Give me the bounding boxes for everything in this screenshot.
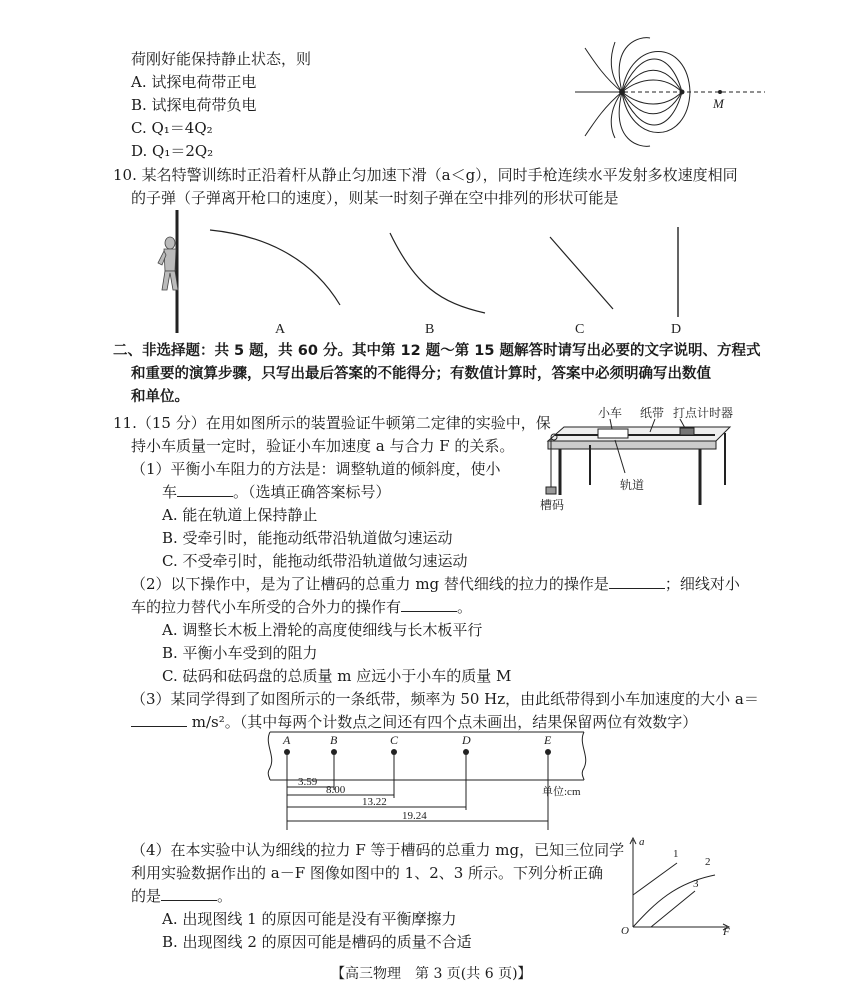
section2-line2: 和重要的演算步骤，只写出最后答案的不能得分；有数值计算时，答案中必须明确写出数值	[131, 366, 711, 382]
q11-p1-line2: 车 。（选填正确答案标号）	[162, 483, 391, 501]
page-footer: 【高三物理 第 3 页(共 6 页)】	[331, 966, 532, 982]
q9-option-d: D. Q₁＝2Q₂	[131, 142, 214, 160]
tape-point-a: A	[283, 733, 291, 747]
graph-line3-label: 3	[693, 878, 699, 890]
tape-point-c: C	[390, 733, 399, 747]
q11-p3-line1: （3）某同学得到了如图所示的一条纸带，频率为 50 Hz，由此纸带得到小车加速度的大小 a＝	[131, 690, 759, 708]
q11-p1-line1: （1）平衡小车阻力的方法是：调整轨道的倾斜度，使小	[131, 460, 501, 478]
q11-p2-option-c: C. 砝码和砝码盘的总质量 m 应远小于小车的质量 M	[162, 667, 512, 685]
answer-blank[interactable]	[177, 482, 233, 497]
q11-intro2: 持小车质量一定时，验证小车加速度 a 与合力 F 的关系。	[131, 437, 515, 455]
dist-ac: 8.00	[326, 784, 346, 796]
graph-y-label: a	[639, 836, 645, 848]
graph-line1-label: 1	[673, 848, 679, 860]
q11-p1-option-a: A. 能在轨道上保持静止	[162, 506, 318, 524]
q10-label-c: C	[575, 322, 585, 337]
q11-p4-option-b: B. 出现图线 2 的原因可能是槽码的质量不合适	[162, 933, 472, 951]
q11-p2-line1: （2）以下操作中，是为了让槽码的总重力 mg 替代细线的拉力的操作是 ；细线对小	[131, 575, 740, 593]
q11-p4-line1: （4）在本实验中认为细线的拉力 F 等于槽码的总重力 mg，已知三位同学	[131, 841, 625, 859]
q11-p2-option-b: B. 平衡小车受到的阻力	[162, 644, 318, 662]
q11-intro1: 11.（15 分）在用如图所示的装置验证牛顿第二定律的实验中，保	[113, 414, 551, 432]
section2-line1: 二、非选择题：共 5 题，共 60 分。其中第 12 题～第 15 题解答时请写出必要的文字说明、方程式	[113, 343, 761, 359]
dist-ad: 13.22	[362, 796, 387, 808]
point-m-label: M	[713, 96, 724, 111]
q11-p4-option-a: A. 出现图线 1 的原因可能是没有平衡摩擦力	[162, 910, 457, 928]
dist-ab: 3.59	[298, 776, 318, 788]
q11-p3-line2: m/s²。（其中每两个计数点之间还有四个点未画出，结果保留两位有效数字）	[131, 712, 697, 732]
answer-blank[interactable]	[161, 886, 217, 901]
q9-tail: 荷刚好能保持静止状态，则	[131, 50, 312, 68]
track-label: 轨道	[620, 478, 645, 492]
q10-line2: 的子弹（子弹离开枪口的速度），则某一时刻子弹在空中排列的形状可能是	[131, 189, 619, 207]
q10-label-a: A	[275, 322, 286, 337]
timer-label: 打点计时器	[673, 406, 734, 420]
apparatus-figure	[540, 405, 740, 515]
q11-p4-line3: 的是 。	[131, 887, 233, 905]
dist-ae: 19.24	[402, 810, 427, 822]
graph-x-label: F	[723, 926, 730, 938]
q11-p4-line2: 利用实验数据作出的 a－F 图像如图中的 1、2、3 所示。下列分析正确	[131, 864, 604, 882]
section2-line3: 和单位。	[131, 389, 189, 405]
tape-point-d: D	[462, 733, 471, 747]
tape-point-b: B	[330, 733, 338, 747]
paper-tape-figure	[262, 732, 602, 832]
q11-p1-option-b: B. 受牵引时，能拖动纸带沿轨道做匀速运动	[162, 529, 453, 547]
weight-label: 槽码	[540, 498, 565, 512]
answer-blank[interactable]	[401, 597, 457, 612]
q11-p1-option-c: C. 不受牵引时，能拖动纸带沿轨道做匀速运动	[162, 552, 468, 570]
q10-label-b: B	[425, 322, 435, 337]
electric-field-figure	[570, 38, 770, 138]
q9-option-a: A. 试探电荷带正电	[131, 73, 257, 91]
q10-figure	[150, 205, 710, 340]
q11-p2-line2: 车的拉力替代小车所受的合外力的操作有 。	[131, 598, 473, 616]
graph-origin-label: O	[621, 925, 629, 937]
answer-blank[interactable]	[609, 574, 665, 589]
q10-label-d: D	[671, 322, 682, 337]
q10-line1: 10. 某名特警训练时正沿着杆从静止匀加速下滑（a＜g），同时手枪连续水平发射多枚速度相同	[113, 166, 738, 184]
q9-option-c: C. Q₁＝4Q₂	[131, 119, 213, 137]
answer-blank[interactable]	[131, 712, 187, 727]
q9-option-b: B. 试探电荷带负电	[131, 96, 257, 114]
a-f-graph	[615, 835, 735, 938]
tape-unit: 单位:cm	[542, 786, 581, 798]
graph-line2-label: 2	[705, 856, 711, 868]
q11-p2-option-a: A. 调整长木板上滑轮的高度使细线与长木板平行	[162, 621, 483, 639]
officer-icon	[158, 237, 178, 290]
tape-label: 纸带	[640, 406, 665, 420]
tape-point-e: E	[544, 733, 552, 747]
car-label: 小车	[598, 406, 623, 420]
